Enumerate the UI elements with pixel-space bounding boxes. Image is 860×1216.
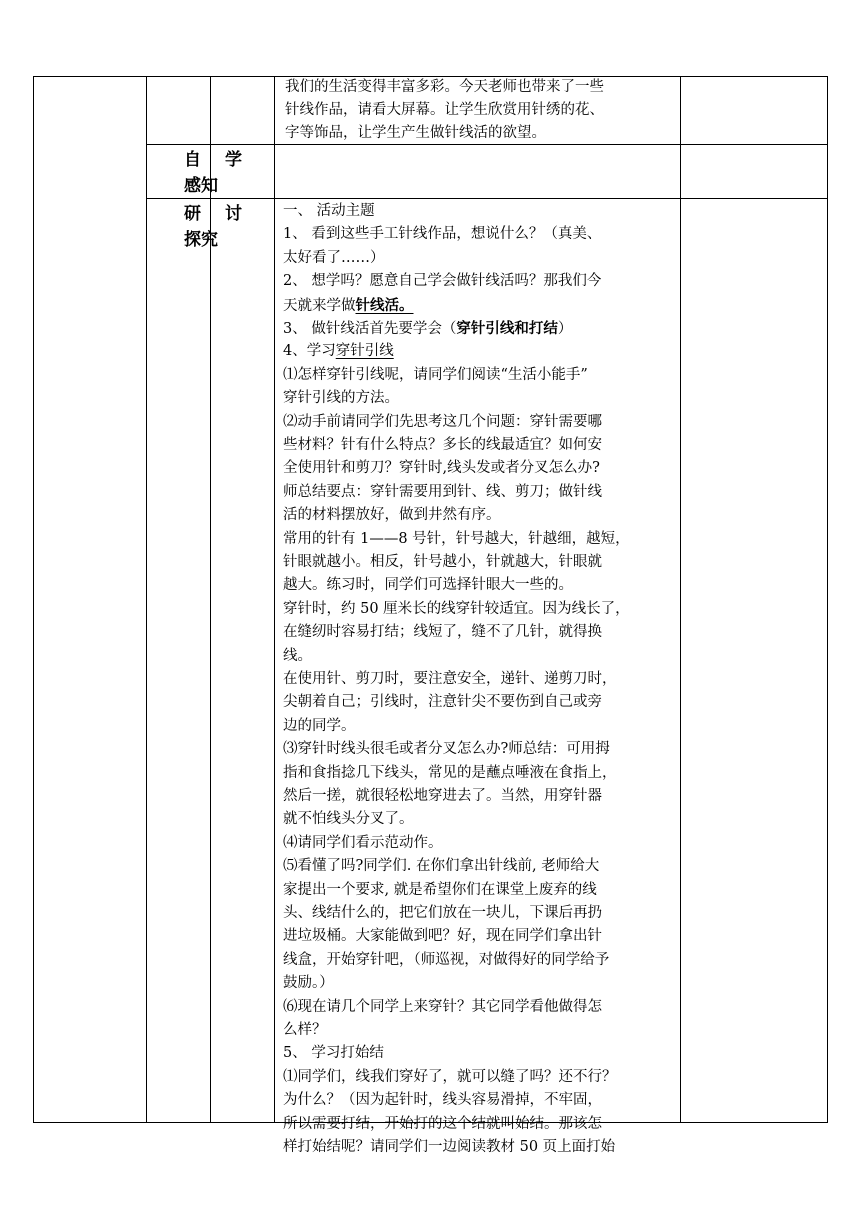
self-study-label — [184, 147, 242, 199]
explore-line: 线盒，开始穿针吧，（师巡视，对做得好的同学给予 — [283, 951, 610, 968]
explore-line: 为什么？（因为起针时，线头容易滑掉，不牢固， — [283, 1092, 602, 1109]
explore-line: 5、 学习打始结 — [283, 1045, 384, 1062]
explore-line: 太好看了……） — [283, 249, 385, 266]
explore-line — [283, 340, 394, 363]
explore-line: 一、 活动主题 — [283, 203, 375, 219]
explore-char-1: 研 — [184, 204, 201, 224]
explore-line-segment: 穿针引线和打结 — [456, 320, 558, 337]
explore-line: 指和食指捻几下线头，常见的是蘸点唾液在食指上， — [283, 764, 617, 781]
explore-line: 师总结要点：穿针需要用到针、线、剪刀；做针线 — [283, 483, 602, 500]
explore-line: 穿针引线的方法。 — [283, 390, 399, 407]
explore-line: ⑴怎样穿针引线呢，请同学们阅读“生活小能手” — [283, 366, 588, 383]
explore-line-segment: 穿针引线 — [335, 343, 394, 360]
row-divider-2 — [146, 198, 828, 199]
explore-line: ⑴同学们，线我们穿好了，就可以缝了吗？还不行？ — [283, 1068, 617, 1085]
explore-line-segment: 3、 做针线活首先要学会（ — [283, 321, 457, 337]
explore-line: 越大。练习时，同学们可选择针眼大一些的。 — [283, 577, 573, 594]
explore-line — [283, 317, 572, 341]
explore-line-segment: 天就来学做 — [283, 297, 356, 314]
explore-line-segment: 4、学习 — [283, 343, 336, 360]
explore-line: 1、 看到这些手工针线作品，想说什么？（真美、 — [283, 226, 602, 243]
explore-line: 穿针时，约 50 厘米长的线穿针较适宜。因为线长了， — [283, 600, 630, 617]
explore-line: 全使用针和剪刀？穿针时,线头发或者分叉怎么办? — [283, 460, 600, 477]
explore-label — [184, 201, 242, 253]
explore-line: ⑸看懂了吗?同学们. 在你们拿出针线前, 老师给大 — [283, 858, 600, 875]
explore-line: ⑷请同学们看示范动作。 — [283, 834, 443, 851]
column-divider-3 — [274, 76, 275, 1123]
explore-line: 些材料？针有什么特点？多长的线最适宜？如何安 — [283, 437, 602, 453]
column-divider-1 — [146, 76, 147, 1123]
explore-line: 家提出一个要求, 就是希望你们在课堂上废弃的线 — [283, 881, 597, 898]
explore-line: ⑵动手前请同学们先思考这几个问题：穿针需要哪 — [283, 413, 602, 430]
explore-line: 么样？ — [283, 1022, 327, 1038]
explore-line: 样打始结呢？请同学们一边阅读教材 50 页上面打始 — [283, 1139, 616, 1155]
self-study-label-line2: 感知 — [184, 176, 218, 196]
explore-line: 然后一搓，就很轻松地穿进去了。当然，用穿针器 — [283, 788, 602, 804]
explore-line-segment: 针线活。 — [355, 296, 414, 314]
explore-line: 所以需要打结，开始打的这个结就叫始结。那该怎 — [283, 1115, 602, 1132]
explore-char-2: 讨 — [225, 204, 242, 224]
self-study-char-1: 自 — [184, 150, 201, 170]
explore-line: 常用的针有 1——8 号针，针号越大，针越细，越短， — [283, 530, 630, 547]
explore-line: 线。 — [283, 647, 312, 664]
explore-line: 头、线结什么的，把它们放在一块儿，下课后再扔 — [283, 905, 602, 921]
explore-line — [283, 294, 414, 318]
explore-line: 针眼就越小。相反，针号越小，针就越大，针眼就 — [283, 554, 602, 570]
explore-line: ⑶穿针时线头很毛或者分叉怎么办?师总结：可用拇 — [283, 741, 610, 758]
intro-line: 我们的生活变得丰富多彩。今天老师也带来了一些 — [285, 79, 604, 95]
explore-line: 鼓励。） — [283, 975, 334, 992]
explore-line: 在使用针、剪刀时，要注意安全，递针、递剪刀时， — [283, 671, 617, 687]
column-divider-4 — [680, 76, 681, 1123]
explore-line-segment: ） — [557, 321, 573, 337]
explore-label-line2: 探究 — [184, 230, 218, 250]
explore-line: ⑹现在请几个同学上来穿针？其它同学看他做得怎 — [283, 998, 602, 1015]
explore-line: 边的同学。 — [283, 717, 356, 734]
explore-line: 2、 想学吗？愿意自己学会做针线活吗？那我们今 — [283, 273, 602, 290]
explore-line: 尖朝着自己；引线时，注意针尖不要伤到自己或旁 — [283, 694, 602, 711]
self-study-char-2: 学 — [225, 150, 242, 170]
explore-line: 活的材料摆放好，做到井然有序。 — [283, 507, 501, 524]
explore-line: 进垃圾桶。大家能做到吧？好，现在同学们拿出针 — [283, 928, 602, 945]
intro-line: 针线作品，请看大屏幕。让学生欣赏用针绣的花、 — [285, 102, 604, 118]
explore-line: 在缝纫时容易打结；线短了，缝不了几针，就得换 — [283, 624, 602, 641]
explore-line: 就不怕线头分叉了。 — [283, 811, 414, 828]
intro-line: 字等饰品，让学生产生做针线活的欲望。 — [285, 125, 546, 141]
